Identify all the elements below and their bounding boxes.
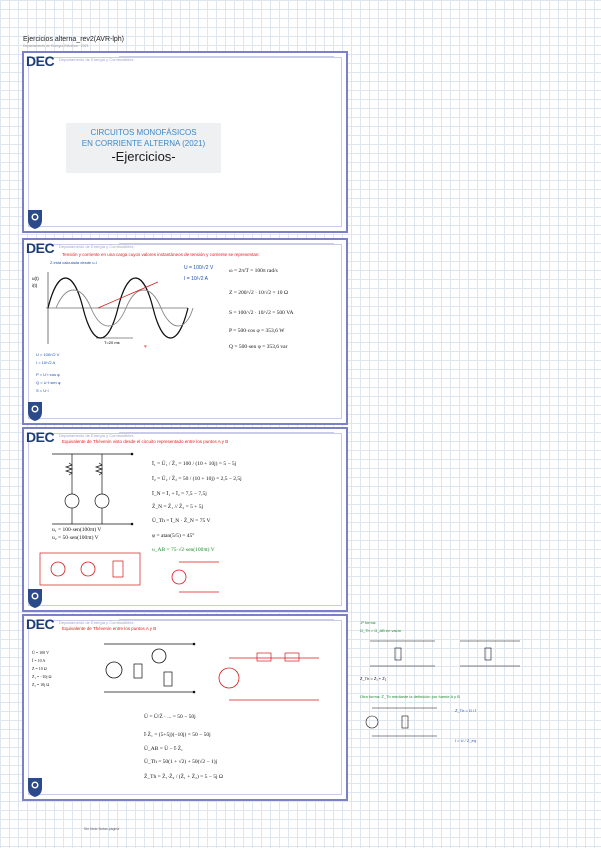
- dec-logo: DEC: [26, 616, 55, 632]
- eq-iz: Ī·Z̄₁ = (5+5j)(−10j) = 50 − 50j: [144, 732, 211, 738]
- margin-note-6: I = U / Z_eq: [455, 738, 477, 743]
- department-label: Departamento de Energía y Combustibles: [59, 433, 134, 438]
- eq-q: Q = 500·sen φ = 353,6 var: [229, 344, 288, 350]
- norton-equivalent-sketch: [38, 549, 148, 589]
- slide-title: Equivalente de Thévenin entre los puntos A y B: [62, 626, 157, 631]
- university-crest-icon: [26, 776, 44, 798]
- circuit-diagram: [42, 449, 142, 529]
- slide-title: Equivalente de Thévenin visto desde el circuito representado entre los puntos A y B: [62, 439, 229, 444]
- document-subtitle: Departamento de Energía Eléctrica · 2021: [23, 44, 89, 48]
- data-z: Z̄ = 10 Ω: [32, 666, 47, 671]
- dec-logo: DEC: [26, 429, 55, 445]
- note-1: U = 100/√2 V: [36, 352, 60, 357]
- eq-zn: Z̄_N = Z̄₁ // Z̄₂ = 5 + 5j: [152, 504, 204, 510]
- header-rule: [119, 243, 334, 244]
- page-footer: Sin título Notas página: [84, 827, 120, 831]
- data-z1: Z̄₁ = −10j Ω: [32, 674, 52, 679]
- cover-title-box: [66, 123, 221, 173]
- eq-omega: ω = 2π/T = 100π rad/s: [229, 268, 278, 274]
- department-label: Departamento de Energía y Combustibles: [59, 244, 134, 249]
- note-4: Q = U·I·sen φ: [36, 380, 61, 385]
- eq-z: Z = 200/√2 · 10/√2 = 10 Ω: [229, 290, 288, 296]
- university-crest-icon: [26, 400, 44, 422]
- waveform-plot: [38, 268, 198, 348]
- margin-circuit-sketch: [365, 636, 525, 672]
- slide-3[interactable]: [22, 427, 348, 612]
- department-label: Departamento de Energía y Combustibles: [59, 57, 134, 62]
- hand-u: U = 100/√2 V: [184, 265, 214, 271]
- slide-cover[interactable]: [22, 51, 348, 233]
- cover-title-line2: EN CORRIENTE ALTERNA (2021): [81, 139, 206, 148]
- eq-in: Ī_N = Ī₁ + Ī₂ = 7,5 − 7,5j: [152, 491, 207, 497]
- slide-4[interactable]: [22, 614, 348, 801]
- margin-note-5: Z̄_Th = Ū / Ī: [455, 708, 477, 713]
- eq-uab: u_AB = 75·√2·sen(100πt) V: [152, 547, 215, 553]
- data-i: Ī = 10 A: [32, 658, 46, 663]
- thevenin-sketch: [209, 638, 329, 708]
- dec-logo: DEC: [26, 53, 55, 69]
- university-crest-icon: [26, 208, 44, 230]
- eq-u2: u₂ = 50·sen(100πt) V: [52, 535, 99, 541]
- period-label: T=20 ms: [104, 340, 120, 345]
- eq-i2: Ī₂ = Ū₂ / Z̄₂ = 50 / (10 + 10j) = 2,5 − 2,5j: [152, 476, 242, 482]
- data-u: Ū = 100 V: [32, 650, 49, 655]
- hand-i: I = 10/√2 A: [184, 276, 209, 282]
- eq-uth: Ū_Th = Ī_N · Z̄_N = 75 V: [152, 518, 211, 524]
- document-title: Ejercicios alterna_rev2(AVR-lph): [23, 36, 125, 43]
- eq-s: S = 100/√2 · 10/√2 = 500 VA: [229, 310, 294, 316]
- margin-circuit-sketch-2: [362, 702, 442, 742]
- note-5: S = U·I: [36, 388, 49, 393]
- eq-u1: u₁ = 100·sen(100πt) V: [52, 527, 102, 533]
- margin-note-1: 1ª forma:: [360, 620, 377, 625]
- eq-u: Ū = Ū/Z̄ · ... = 50 − 50j: [144, 714, 196, 720]
- note-2: I = 10/√2 A: [36, 360, 56, 365]
- data-z2: Z̄₂ = 10j Ω: [32, 682, 50, 687]
- note-3: P = U·I·cos φ: [36, 372, 60, 377]
- department-label: Departamento de Energía y Combustibles: [59, 620, 134, 625]
- eq-uab: Ū_AB = Ū − Ī·Z̄₁: [144, 746, 183, 752]
- u-axis-label: u(t): [32, 276, 39, 281]
- circuit-diagram: [94, 634, 204, 698]
- header-rule: [119, 619, 334, 620]
- cover-title-line1: CIRCUITOS MONOFÁSICOS: [90, 128, 197, 137]
- cover-title-line3: -Ejercicios-: [111, 149, 176, 164]
- i-axis-label: i(t): [32, 283, 38, 288]
- slide-title: Tensión y corriente en una carga cuyos valores instantáneos de tensión y corriente se representan:: [62, 252, 260, 257]
- phase-label: φ: [144, 343, 147, 348]
- header-rule: [119, 56, 334, 57]
- slide-2[interactable]: [22, 238, 348, 425]
- eq-p: P = 500·cos φ = 353,6 W: [229, 328, 285, 334]
- eq-zth: Z̄_Th = Z̄₁·Z̄₂ / (Z̄₁ + Z̄₂) = 5 − 5j Ω: [144, 774, 223, 780]
- dec-logo: DEC: [26, 240, 55, 256]
- eq-phi: φ = atan(5/5) = 45°: [152, 533, 195, 539]
- university-crest-icon: [26, 587, 44, 609]
- header-rule: [119, 432, 334, 433]
- margin-note-4: Otra forma: Z̄_Th mediante la definición por fuente A y B: [360, 694, 460, 699]
- eq-uth: Ū_Th = 50(1 + √2) + 50(√2 − 1)j: [144, 759, 218, 765]
- thevenin-sketch: [164, 557, 224, 597]
- eq-i1: Ī₁ = Ū₁ / Z̄₁ = 100 / (10 + 10j) = 5 − 5j: [152, 461, 237, 467]
- margin-note-3: Z̄_Th = Z̄₁ + Z̄₂: [360, 676, 387, 681]
- handwritten-note: Z está calculada desde u-i: [50, 260, 97, 265]
- margin-note-2: Ū_Th = Ū_AB en vacío: [360, 628, 402, 633]
